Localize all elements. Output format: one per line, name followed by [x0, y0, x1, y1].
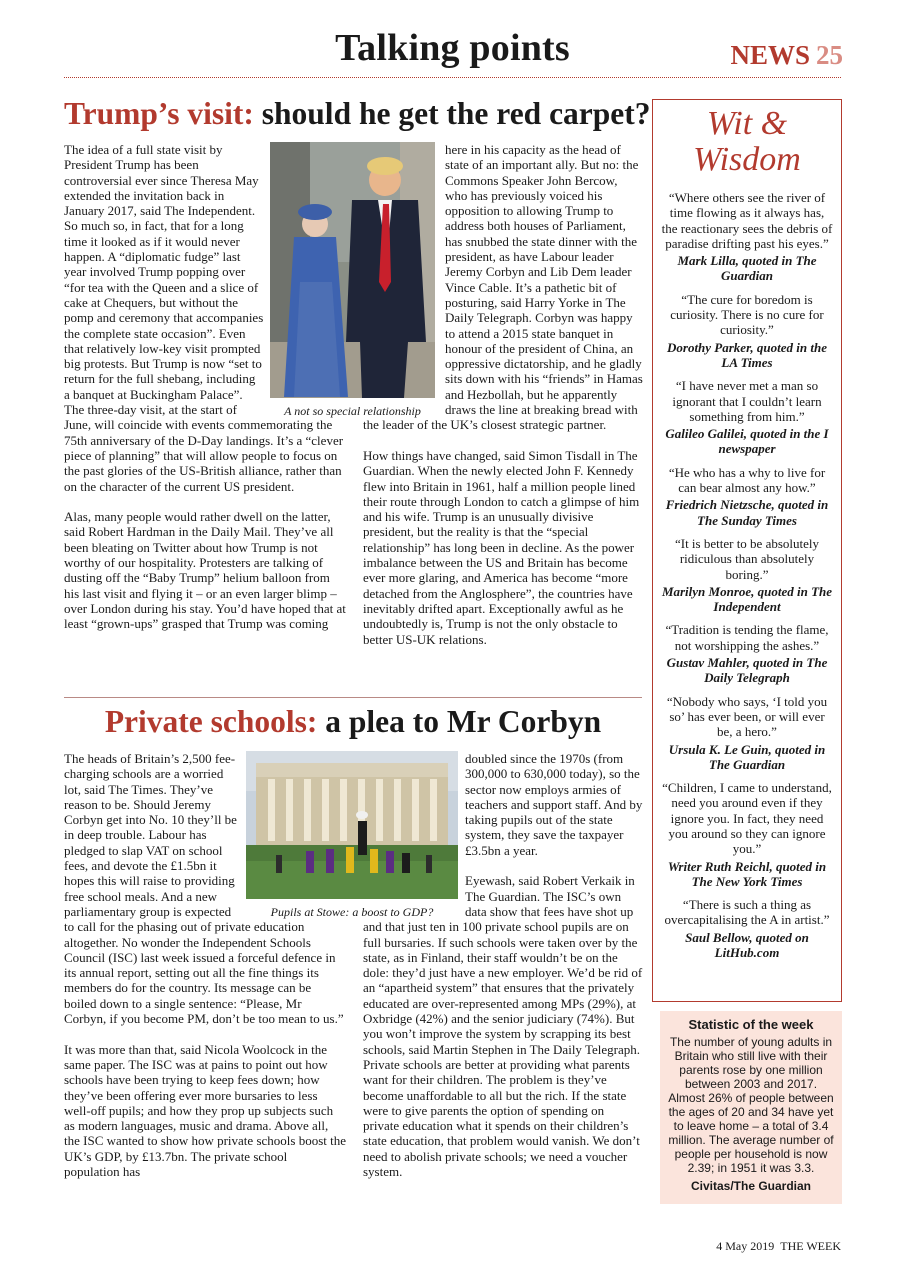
statistic-source: Civitas/The Guardian — [690, 1179, 812, 1193]
quote-item — [661, 536, 833, 614]
sidebar-title-line: Wisdom — [693, 141, 801, 178]
article1-paragraph: The idea of a full state visit by President Trump has been controversial ever since Theresa May extended the invitation back in January 2017, said The Independent. So much so, in fact, that for a long time it looked as if it would never happen. A “diplomatic fudge” last year involved Trump popping over “for tea with the Queen and a slice of cake at Chequers, but without the pomp and ceremony that accompanies the complete state occasion”. Even that relatively low-key visit prompted big protests. But Trump is now “set to return for the full shebang, including a banquet at Buckingham Palace”. The three-day visit, at the start of June, will coincide with events commemorating the 75th anniversary of the D-Day landings. It’s a “clever piece of planning” that will allow people to focus on the past glories of the US-British alliance, rather than on the character of the current US president. — [64, 142, 344, 494]
quote-attribution: Mark Lilla, quoted in The Guardian — [677, 253, 817, 284]
quote-text: “It is better to be absolutely ridiculous than absolutely boring.” — [674, 535, 820, 582]
quote-attribution: Friedrich Nietzsche, quoted in The Sunday Times — [665, 497, 829, 528]
quote-text: “He who has a why to live for can bear almost any how.” — [668, 464, 826, 496]
quote-text: “Tradition is tending the flame, not worshipping the ashes.” — [665, 622, 829, 653]
article1-headline-text: should he get the red carpet? — [253, 96, 651, 131]
quote-attribution: Writer Ruth Reichl, quoted in The New York Times — [667, 858, 827, 889]
quote-attribution: Dorothy Parker, quoted in the LA Times — [667, 339, 827, 370]
statistic-of-the-week-box — [660, 1011, 842, 1204]
quote-item — [661, 292, 833, 370]
article2-headline-text: a plea to Mr Corbyn — [317, 704, 602, 739]
quote-text: “Where others see the river of time flowing as it always has, the reactionary sees the debris of paradise drifting past his eyes.” — [661, 190, 833, 251]
quote-item — [661, 622, 833, 685]
article1-kicker: Trump’s visit: — [64, 96, 254, 131]
quote-attribution: Marilyn Monroe, quoted in The Independent — [661, 583, 833, 615]
section-label — [730, 40, 843, 71]
article2-paragraph: The heads of Britain’s 2,500 fee-charging schools are a worried lot, said The Times. They’ve reason to be. Should Jeremy Corbyn get into No. 10 they’ll be in deep trouble. Labour has pledged to slap VAT on school fees, and devote the £1.5bn it hopes this will raise to providing free school meals. And a new parliamentary group is expected to call for the phasing out of private education altogether. No wonder the Independent Schools Council (ISC) last week issued a forceful defence in its annual report, setting out all the fine things its members do for the country. Its message can be boiled down to a single sentence: “Please, Mr Corbyn, if you become PM, don’t be too mean to us.” — [64, 751, 344, 1027]
quote-attribution: Ursula K. Le Guin, quoted in The Guardian — [668, 741, 826, 772]
article1-caption: A not so special relationship — [284, 404, 421, 418]
article2-column-right — [363, 751, 643, 1179]
article2-column-left — [64, 751, 346, 1179]
statistic-body: The number of young adults in Britain who still live with their parents rose by one million between 2003 and 2017. Almost 26% of people between the ages of 20 and 34 have yet to leave home – a total of 3.4 million. The average number of people per household is now 2.39; in 1951 it was 3.3. — [668, 1035, 834, 1175]
article2-kicker: Private schools: — [104, 704, 318, 739]
page-footer — [716, 1239, 841, 1254]
quote-item — [661, 897, 833, 960]
article1-column-left — [64, 142, 346, 632]
sidebar-title-line: Wit & — [706, 105, 788, 142]
article1-paragraph: Alas, many people would rather dwell on the latter, said Robert Hardman in the Daily Mail. They’ve all been bleating on Twitter about how Trump is not worthy of our hospitality. Protesters are talking of dusting off the “Baby Trump” helium balloon from his last visit and flying it – or an even larger blimp – over London during his stay. You’d have hoped that at least “grown-ups” grasped that Trump was coming — [64, 509, 346, 632]
quote-attribution: Saul Bellow, quoted on LitHub.com — [685, 929, 809, 961]
article1-headline — [64, 96, 651, 132]
section-name: NEWS — [730, 40, 810, 70]
page-number: 25 — [816, 40, 843, 70]
quote-item — [661, 780, 833, 889]
article1-paragraph: How things have changed, said Simon Tisdall in The Guardian. When the newly elected John F. Kennedy flew into Britain in 1961, half a million people lined their route through London to catch a glimpse of him and his wife. Trump is an unusually divisive president, but the reality is that the “special relationship” has long been in decline. As the power imbalance between the US and Britain has become ever more glaring, and America has become “more detached from the Anglosphere”, the countries have inevitably drifted apart. Exceptionally awful as he undoubtedly is, Trump is not the only obstacle to better US-UK relations. — [363, 447, 640, 647]
wit-and-wisdom-sidebar — [652, 99, 842, 1002]
quote-attribution: Galileo Galilei, quoted in the I newspaper — [665, 426, 829, 457]
quote-item — [661, 694, 833, 772]
article2-paragraph: Eyewash, said Robert Verkaik in The Guardian. The ISC’s own data show that fees have shot up and that just ten in 100 private school pupils are on full bursaries. If such schools were taken over by the state, as in Finland, their staff wouldn’t be on the dole: they’d just have a new employer. We’d be rid of an “apartheid system” that ensures that the privately educated are over-represented among MPs (29%), at Oxbridge (42%) and the senior judiciary (74%). But you won’t improve the system by scrapping its best schools, said Martin Stephen in The Daily Telegraph. Private schools are better at providing what parents want for their children. The problem is they’ve become unaffordable to all but the rich. If the state were to give parents the option of spending on private education what it spends on their children’s state education, that problem would vanish. We don’t need to abolish private schools; we need a voucher system. — [363, 873, 643, 1180]
quote-text: “The cure for boredom is curiosity. There is no cure for curiosity.” — [670, 291, 824, 338]
article1-paragraph: here in his capacity as the head of state of an important ally. But no: the Commons Speaker John Bercow, who has previously voiced his opposition to allowing Trump to address both houses of Parliament, has snubbed the state dinner with the president, as have Labour leader Jeremy Corbyn and Lib Dem leader Vince Cable. It’s a pathetic bit of posturing, said Harry Yorke in The Daily Telegraph. Corbyn was happy to attend a 2015 state banquet in honour of the president of China, an oppressive dictatorship, and he gladly sits down with his “friends” in Hamas and Hezbollah, but he apparently draws the line at breaking bread with the leader of the UK’s closest strategic partner. — [363, 142, 643, 433]
article2-paragraph: It was more than that, said Nicola Woolcock in the same paper. The ISC was at pains to point out how schools have been trying to keep fees down; how they’ve been offering ever more bursaries to less well-off pupils; and how they prop up subjects such as modern languages, music and drama. Above all, the ISC wanted to show how private schools boost the UK’s GDP, by £13.7bn. The private school population has — [64, 1041, 346, 1180]
quote-item — [661, 378, 833, 456]
article-divider — [64, 697, 642, 698]
issue-date: 4 May 2019 — [716, 1239, 775, 1253]
statistic-title: Statistic of the week — [688, 1017, 814, 1032]
quote-item — [661, 465, 833, 528]
article2-headline — [64, 704, 642, 740]
header-divider — [64, 77, 841, 78]
sidebar-title — [661, 106, 833, 178]
article1-column-right — [363, 142, 643, 647]
article2-paragraph: doubled since the 1970s (from 300,000 to 630,000 today), so the sector now employs armies of teachers and support staff. And by taking pupils out of the state system, they save the taxpayer £3.5bn a year. — [465, 751, 643, 858]
quote-text: “There is such a thing as overcapitalising the A in artist.” — [664, 897, 830, 928]
quote-item — [661, 190, 833, 284]
page-title: Talking points — [335, 27, 570, 69]
quote-text: “Nobody who says, ‘I told you so’ has ever been, or will ever be, a hero.” — [666, 693, 828, 740]
quote-attribution: Gustav Mahler, quoted in The Daily Telegraph — [666, 655, 828, 686]
article2-caption: Pupils at Stowe: a boost to GDP? — [270, 905, 434, 919]
quote-text: “Children, I came to understand, need you around even if they ignore you. In fact, they need you around so they can ignore you.” — [662, 780, 832, 857]
quote-text: “I have never met a man so ignorant that I couldn’t learn something from him.” — [672, 378, 822, 424]
publication-name: THE WEEK — [780, 1239, 841, 1253]
